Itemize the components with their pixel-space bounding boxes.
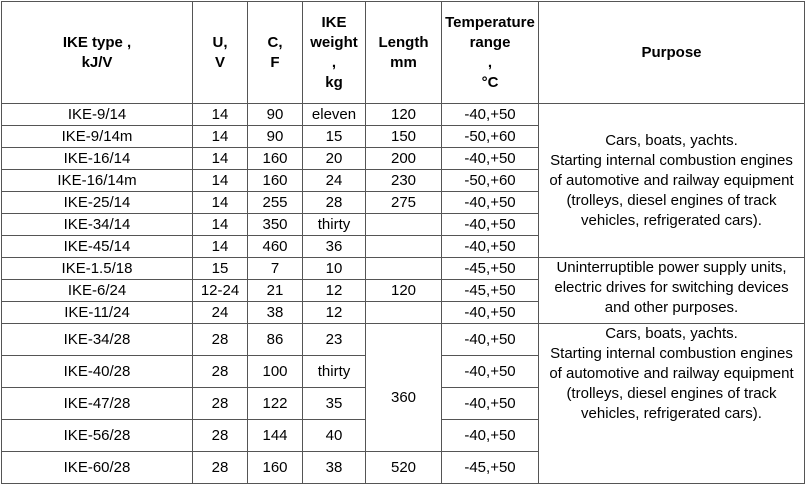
cell-temp: -45,+50	[442, 452, 539, 484]
cell-temp: -40,+50	[442, 214, 539, 236]
cell-type: IKE-56/28	[2, 420, 193, 452]
cell-length	[366, 236, 442, 258]
header-temperature: Temperature range , °C	[442, 2, 539, 104]
header-ike-type: IKE type , kJ/V	[2, 2, 193, 104]
cell-length	[366, 258, 442, 280]
cell-type: IKE-16/14m	[2, 170, 193, 192]
cell-type: IKE-34/28	[2, 324, 193, 356]
header-purpose: Purpose	[539, 2, 805, 104]
cell-voltage: 15	[193, 258, 248, 280]
cell-type: IKE-25/14	[2, 192, 193, 214]
header-weight: IKE weight , kg	[303, 2, 366, 104]
cell-weight: 10	[303, 258, 366, 280]
table-row	[2, 258, 805, 280]
cell-voltage: 28	[193, 420, 248, 452]
cell-capacitance: 100	[248, 356, 303, 388]
cell-length: 120	[366, 104, 442, 126]
cell-type: IKE-9/14m	[2, 126, 193, 148]
cell-temp: -40,+50	[442, 324, 539, 356]
cell-type: IKE-11/24	[2, 302, 193, 324]
cell-type: IKE-60/28	[2, 452, 193, 484]
cell-capacitance: 90	[248, 104, 303, 126]
header-capacitance: C, F	[248, 2, 303, 104]
cell-length: 520	[366, 452, 442, 484]
cell-temp: -45,+50	[442, 258, 539, 280]
ike-spec-table	[1, 1, 805, 484]
cell-type: IKE-16/14	[2, 148, 193, 170]
cell-temp: -40,+50	[442, 420, 539, 452]
header-voltage: U, V	[193, 2, 248, 104]
purpose-group-1: Cars, boats, yachts. Starting internal combustion engines of automotive and railway equipment (trolleys, diesel engines of track vehicles, refrigerated cars).	[539, 104, 805, 258]
cell-temp: -40,+50	[442, 356, 539, 388]
cell-temp: -45,+50	[442, 280, 539, 302]
header-length: Length mm	[366, 2, 442, 104]
cell-voltage: 28	[193, 388, 248, 420]
cell-weight: 36	[303, 236, 366, 258]
table-row	[2, 104, 805, 126]
cell-weight: 28	[303, 192, 366, 214]
cell-capacitance: 21	[248, 280, 303, 302]
cell-weight: 20	[303, 148, 366, 170]
cell-length	[366, 302, 442, 324]
header-row	[2, 2, 805, 104]
cell-temp: -40,+50	[442, 104, 539, 126]
cell-type: IKE-45/14	[2, 236, 193, 258]
cell-capacitance: 350	[248, 214, 303, 236]
cell-weight: 12	[303, 280, 366, 302]
cell-weight: 40	[303, 420, 366, 452]
cell-temp: -40,+50	[442, 192, 539, 214]
cell-voltage: 14	[193, 104, 248, 126]
cell-weight: thirty	[303, 356, 366, 388]
cell-capacitance: 160	[248, 452, 303, 484]
cell-voltage: 28	[193, 324, 248, 356]
cell-temp: -40,+50	[442, 236, 539, 258]
cell-capacitance: 38	[248, 302, 303, 324]
cell-voltage: 14	[193, 192, 248, 214]
cell-voltage: 12-24	[193, 280, 248, 302]
cell-voltage: 14	[193, 126, 248, 148]
cell-capacitance: 255	[248, 192, 303, 214]
cell-length: 230	[366, 170, 442, 192]
cell-type: IKE-34/14	[2, 214, 193, 236]
cell-voltage: 14	[193, 170, 248, 192]
cell-voltage: 28	[193, 452, 248, 484]
cell-length: 120	[366, 280, 442, 302]
table-row	[2, 324, 805, 356]
cell-type: IKE-40/28	[2, 356, 193, 388]
cell-temp: -40,+50	[442, 148, 539, 170]
cell-temp: -50,+60	[442, 170, 539, 192]
cell-length-merged: 360	[366, 324, 442, 452]
cell-capacitance: 7	[248, 258, 303, 280]
cell-type: IKE-47/28	[2, 388, 193, 420]
cell-capacitance: 122	[248, 388, 303, 420]
cell-voltage: 28	[193, 356, 248, 388]
purpose-group-3: Cars, boats, yachts. Starting internal combustion engines of automotive and railway equipment (trolleys, diesel engines of track vehicles, refrigerated cars).	[539, 324, 805, 484]
cell-length: 275	[366, 192, 442, 214]
cell-weight: 15	[303, 126, 366, 148]
cell-weight: 24	[303, 170, 366, 192]
cell-voltage: 14	[193, 236, 248, 258]
cell-type: IKE-9/14	[2, 104, 193, 126]
cell-type: IKE-6/24	[2, 280, 193, 302]
cell-temp: -40,+50	[442, 302, 539, 324]
cell-voltage: 14	[193, 148, 248, 170]
cell-weight: eleven	[303, 104, 366, 126]
cell-capacitance: 90	[248, 126, 303, 148]
cell-weight: 12	[303, 302, 366, 324]
cell-weight: 23	[303, 324, 366, 356]
cell-voltage: 24	[193, 302, 248, 324]
cell-length	[366, 214, 442, 236]
cell-capacitance: 160	[248, 170, 303, 192]
cell-temp: -50,+60	[442, 126, 539, 148]
purpose-group-2: Uninterruptible power supply units, electric drives for switching devices and other purposes.	[539, 258, 805, 324]
cell-length: 200	[366, 148, 442, 170]
cell-weight: 38	[303, 452, 366, 484]
cell-weight: thirty	[303, 214, 366, 236]
cell-type: IKE-1.5/18	[2, 258, 193, 280]
cell-capacitance: 86	[248, 324, 303, 356]
cell-voltage: 14	[193, 214, 248, 236]
cell-temp: -40,+50	[442, 388, 539, 420]
cell-capacitance: 460	[248, 236, 303, 258]
cell-capacitance: 160	[248, 148, 303, 170]
cell-weight: 35	[303, 388, 366, 420]
cell-length: 150	[366, 126, 442, 148]
cell-capacitance: 144	[248, 420, 303, 452]
